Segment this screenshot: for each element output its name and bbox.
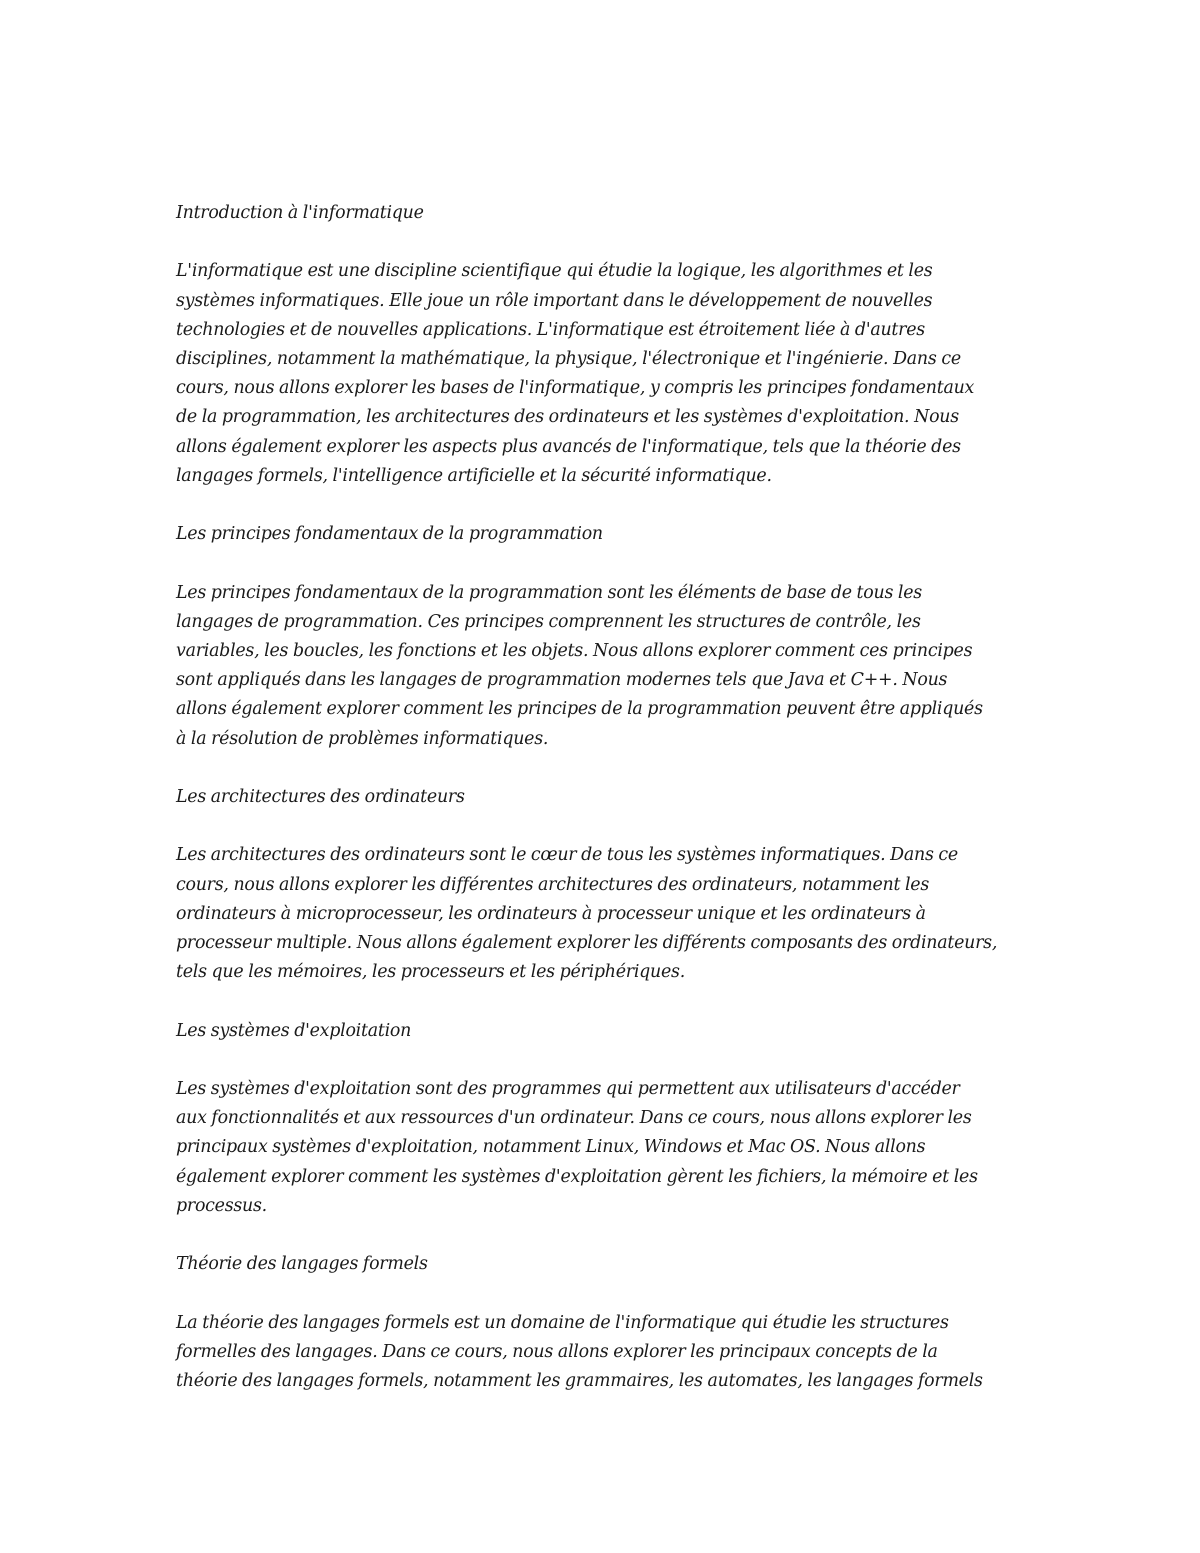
text-line: disciplines, notamment la mathématique, la physique, l'électronique et l'ingénierie. Dans ce [176, 349, 961, 369]
text-line: allons également explorer les aspects plus avancés de l'informatique, tels que la théorie des [176, 436, 961, 457]
text-line: La théorie des langages formels est un domaine de l'informatique qui étudie les structures [176, 1312, 949, 1333]
text-line: allons également explorer comment les principes de la programmation peuvent être appliqués [176, 699, 983, 720]
text-line: formelles des langages. Dans ce cours, nous allons explorer les principaux concepts de la [176, 1341, 938, 1362]
text-line: de la programmation, les architectures des ordinateurs et les systèmes d'exploitation. Nous [176, 407, 959, 428]
text-line: Les principes fondamentaux de la programmation sont les éléments de base de tous les [176, 582, 922, 603]
section-paragraph-introduction [176, 257, 1032, 491]
text-line: théorie des langages formels, notamment les grammaires, les automates, les langages formels [176, 1370, 983, 1391]
section-paragraph-programming [176, 579, 1032, 754]
section-heading-introduction: Introduction à l'informatique [176, 203, 424, 223]
section-paragraph-architectures [176, 841, 1032, 987]
text-line: processus. [176, 1195, 267, 1216]
text-line: langages formels, l'intelligence artificielle et la sécurité informatique. [176, 465, 772, 486]
section-heading-architectures: Les architectures des ordinateurs [176, 787, 465, 807]
section-paragraph-operating-systems [176, 1075, 1032, 1221]
section-paragraph-formal-languages [176, 1309, 1032, 1397]
text-line: aux fonctionnalités et aux ressources d'un ordinateur. Dans ce cours, nous allons explorer les [176, 1108, 972, 1129]
text-line: ordinateurs à microprocesseur, les ordinateurs à processeur unique et les ordinateurs à [176, 903, 926, 924]
text-line: processeur multiple. Nous allons également explorer les différents composants des ordinateurs, [176, 933, 998, 953]
text-line: à la résolution de problèmes informatiques. [176, 728, 549, 749]
text-line: systèmes informatiques. Elle joue un rôle important dans le développement de nouvelles [176, 290, 933, 311]
section-heading-operating-systems: Les systèmes d'exploitation [176, 1020, 412, 1041]
section-heading-formal-languages: Théorie des langages formels [176, 1254, 428, 1275]
text-line: cours, nous allons explorer les différentes architectures des ordinateurs, notamment les [176, 874, 929, 895]
text-line: Les architectures des ordinateurs sont le cœur de tous les systèmes informatiques. Dans ce [176, 845, 958, 866]
text-line: principaux systèmes d'exploitation, notamment Linux, Windows et Mac OS. Nous allons [176, 1137, 926, 1158]
text-line: Les systèmes d'exploitation sont des programmes qui permettent aux utilisateurs d'accéder [176, 1078, 960, 1099]
text-line: langages de programmation. Ces principes comprennent les structures de contrôle, les [176, 611, 921, 632]
text-line: L'informatique est une discipline scientifique qui étudie la logique, les algorithmes et les [176, 261, 933, 282]
text-line: tels que les mémoires, les processeurs et les périphériques. [176, 962, 685, 983]
text-line: cours, nous allons explorer les bases de l'informatique, y compris les principes fondamentaux [176, 378, 975, 399]
section-heading-programming: Les principes fondamentaux de la programmation [176, 524, 603, 545]
text-line: sont appliqués dans les langages de programmation modernes tels que Java et C++. Nous [176, 670, 948, 691]
text-line: variables, les boucles, les fonctions et les objets. Nous allons explorer comment ces principes [176, 641, 973, 661]
text-line: également explorer comment les systèmes d'exploitation gèrent les fichiers, la mémoire et les [176, 1166, 978, 1187]
text-line: technologies et de nouvelles applications. L'informatique est étroitement liée à d'autres [176, 319, 925, 340]
document-body [176, 199, 1032, 1425]
